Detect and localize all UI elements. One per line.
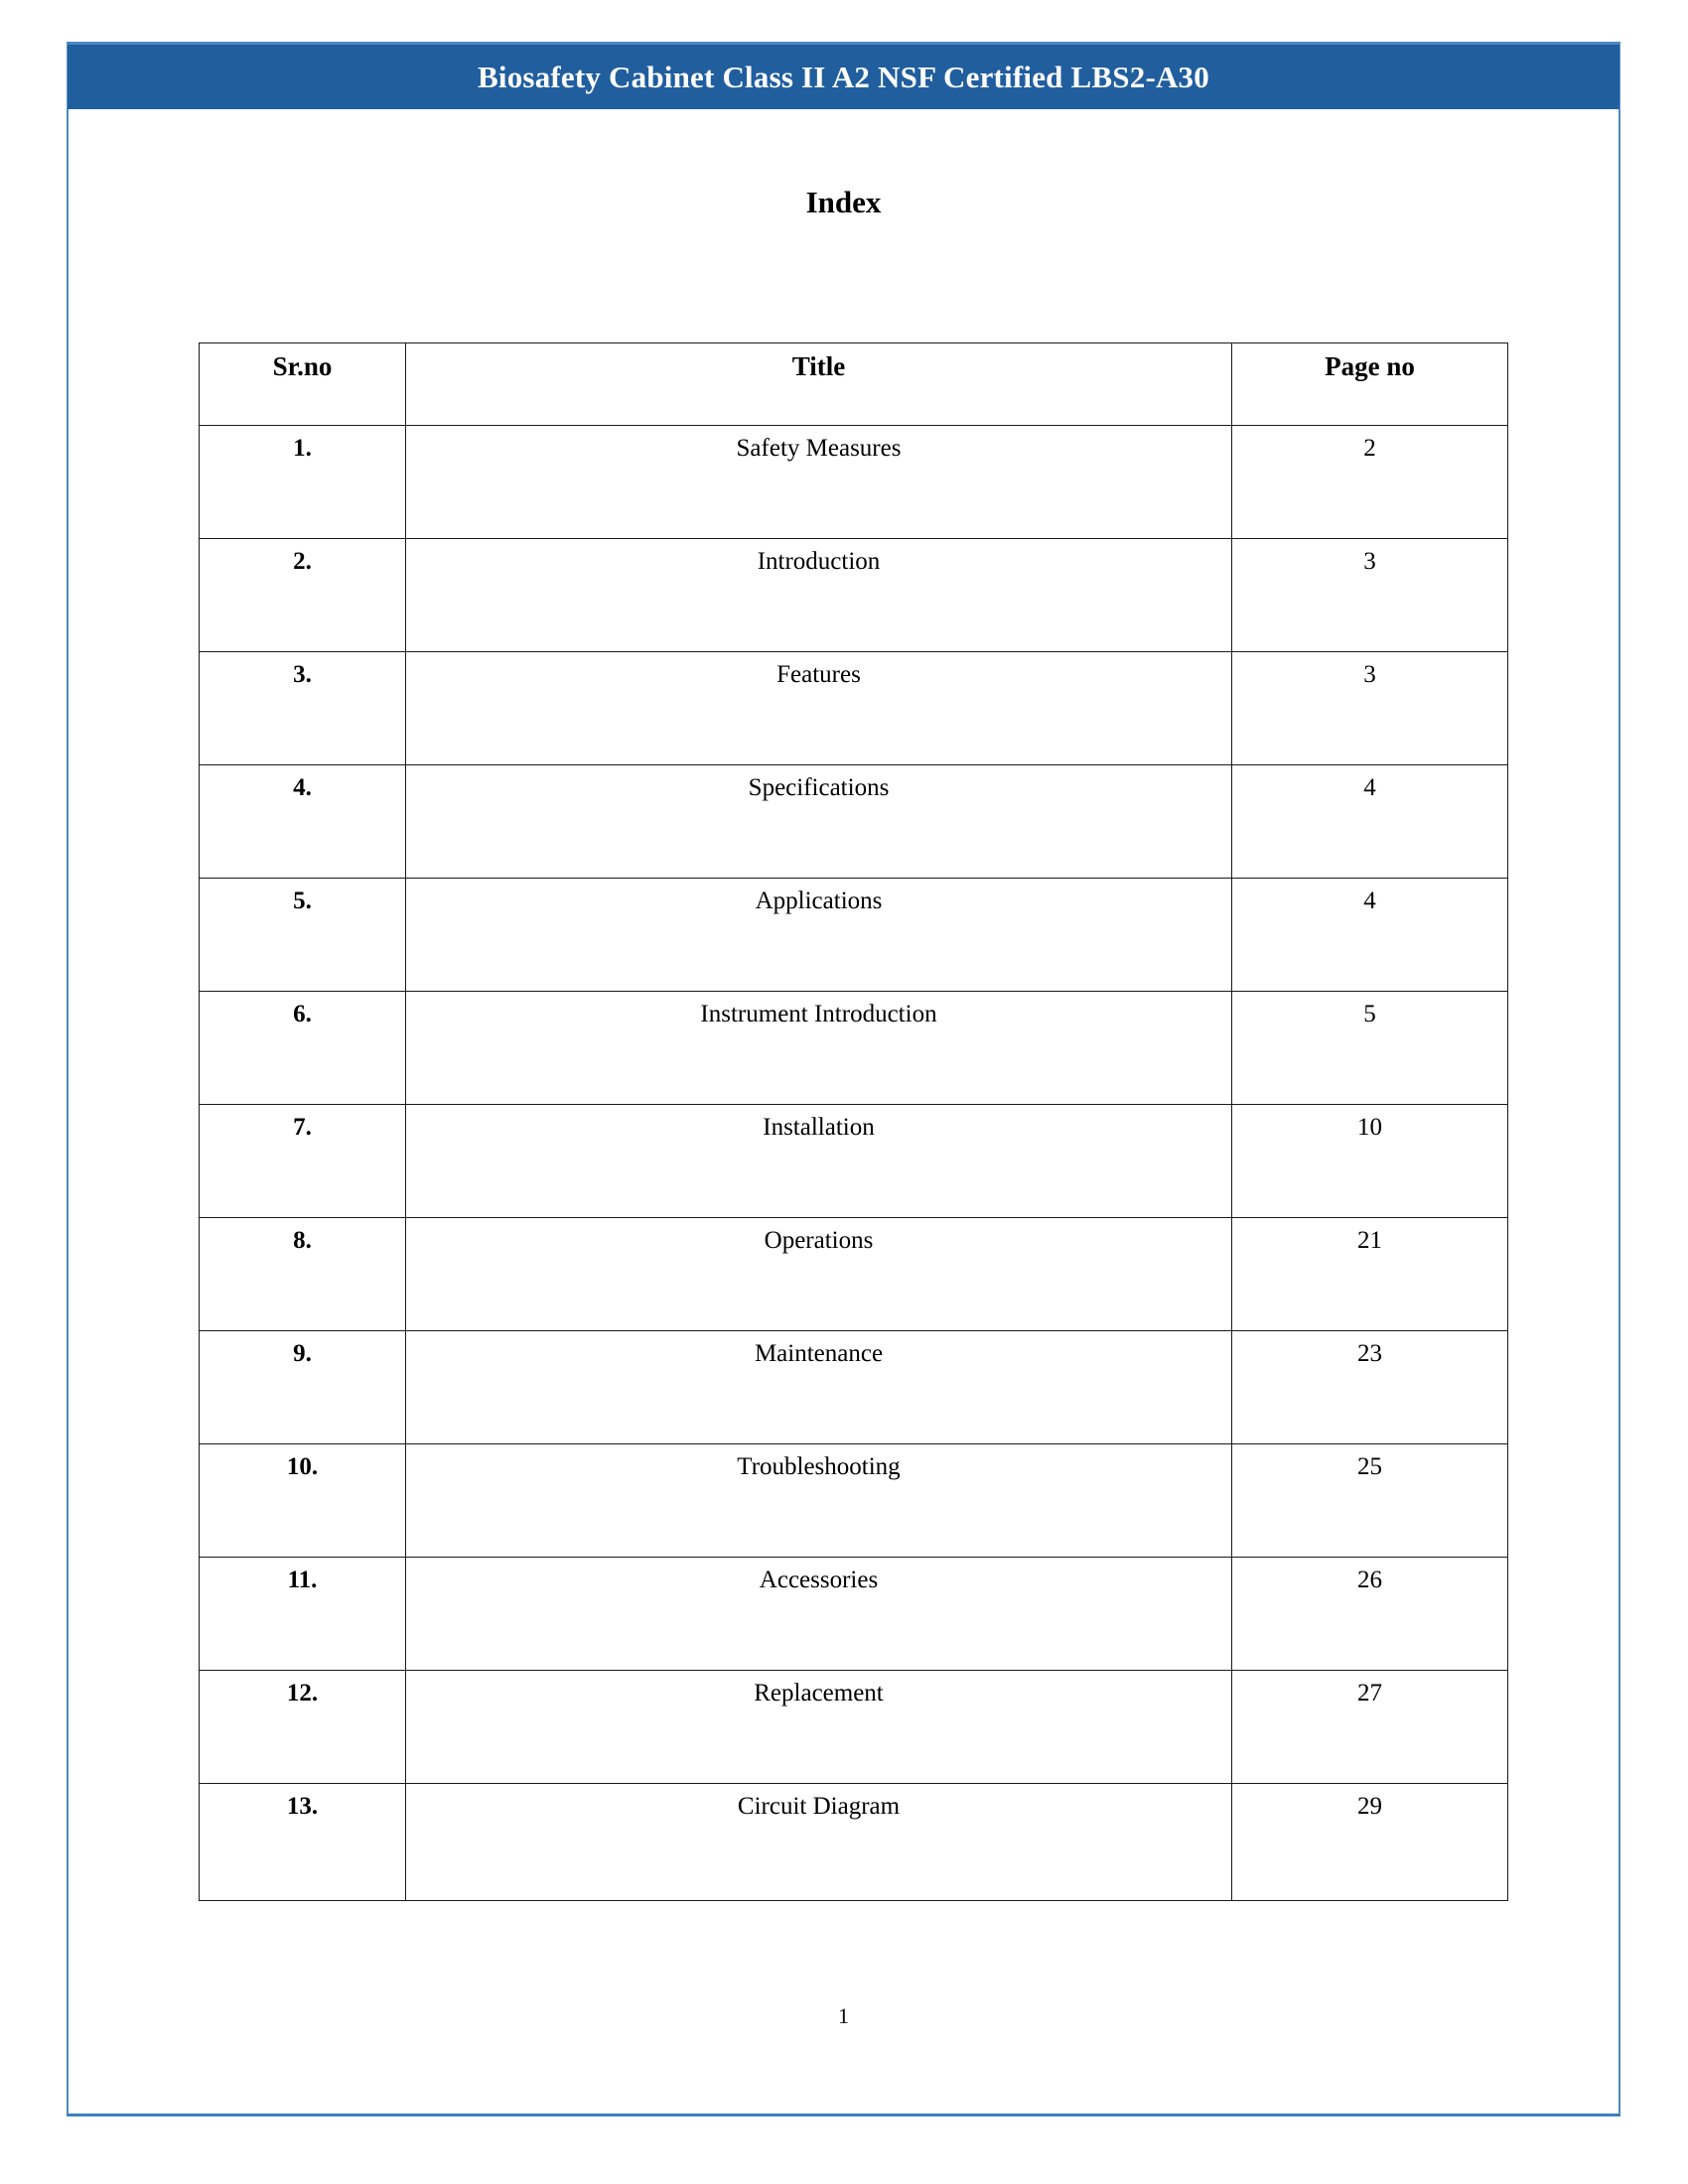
cell-title: Maintenance xyxy=(406,1331,1232,1444)
cell-title: Introduction xyxy=(406,539,1232,652)
cell-title: Replacement xyxy=(406,1671,1232,1784)
table-row xyxy=(200,652,1508,765)
cell-sr-no: 7. xyxy=(200,1105,406,1218)
cell-page-no: 4 xyxy=(1232,879,1508,992)
footer-page-number: 1 xyxy=(838,2003,849,2028)
table-row xyxy=(200,539,1508,652)
column-header-page-no: Page no xyxy=(1232,343,1508,426)
cell-sr-no: 11. xyxy=(200,1558,406,1671)
index-table xyxy=(199,342,1508,1901)
cell-page-no: 10 xyxy=(1232,1105,1508,1218)
cell-page-no: 4 xyxy=(1232,765,1508,879)
cell-page-no: 2 xyxy=(1232,426,1508,539)
cell-page-no: 27 xyxy=(1232,1671,1508,1784)
cell-page-no: 3 xyxy=(1232,539,1508,652)
cell-page-no: 29 xyxy=(1232,1784,1508,1901)
table-row xyxy=(200,1105,1508,1218)
cell-title: Installation xyxy=(406,1105,1232,1218)
column-header-title: Title xyxy=(406,343,1232,426)
cell-sr-no: 8. xyxy=(200,1218,406,1331)
cell-page-no: 5 xyxy=(1232,992,1508,1105)
table-row xyxy=(200,1444,1508,1558)
table-row xyxy=(200,1331,1508,1444)
cell-page-no: 23 xyxy=(1232,1331,1508,1444)
cell-sr-no: 2. xyxy=(200,539,406,652)
cell-sr-no: 6. xyxy=(200,992,406,1105)
cell-title: Instrument Introduction xyxy=(406,992,1232,1105)
cell-sr-no: 4. xyxy=(200,765,406,879)
cell-sr-no: 13. xyxy=(200,1784,406,1901)
cell-title: Specifications xyxy=(406,765,1232,879)
cell-sr-no: 9. xyxy=(200,1331,406,1444)
cell-sr-no: 10. xyxy=(200,1444,406,1558)
cell-title: Accessories xyxy=(406,1558,1232,1671)
cell-page-no: 3 xyxy=(1232,652,1508,765)
cell-title: Operations xyxy=(406,1218,1232,1331)
cell-page-no: 25 xyxy=(1232,1444,1508,1558)
cell-sr-no: 3. xyxy=(200,652,406,765)
table-row xyxy=(200,1218,1508,1331)
document-title-banner xyxy=(67,42,1620,109)
cell-page-no: 26 xyxy=(1232,1558,1508,1671)
page-heading: Index xyxy=(805,185,882,219)
cell-page-no: 21 xyxy=(1232,1218,1508,1331)
table-row xyxy=(200,992,1508,1105)
cell-title: Circuit Diagram xyxy=(406,1784,1232,1901)
cell-title: Applications xyxy=(406,879,1232,992)
cell-title: Troubleshooting xyxy=(406,1444,1232,1558)
column-header-sr-no: Sr.no xyxy=(200,343,406,426)
table-row xyxy=(200,1558,1508,1671)
cell-title: Safety Measures xyxy=(406,426,1232,539)
table-row xyxy=(200,1784,1508,1901)
table-header-row xyxy=(200,343,1508,426)
table-row xyxy=(200,879,1508,992)
cell-sr-no: 1. xyxy=(200,426,406,539)
table-row xyxy=(200,765,1508,879)
index-table-body xyxy=(200,426,1508,1901)
document-title: Biosafety Cabinet Class II A2 NSF Certified LBS2-A30 xyxy=(478,59,1209,94)
cell-sr-no: 5. xyxy=(200,879,406,992)
cell-title: Features xyxy=(406,652,1232,765)
index-table-head xyxy=(200,343,1508,426)
table-row xyxy=(200,426,1508,539)
table-row xyxy=(200,1671,1508,1784)
cell-sr-no: 12. xyxy=(200,1671,406,1784)
